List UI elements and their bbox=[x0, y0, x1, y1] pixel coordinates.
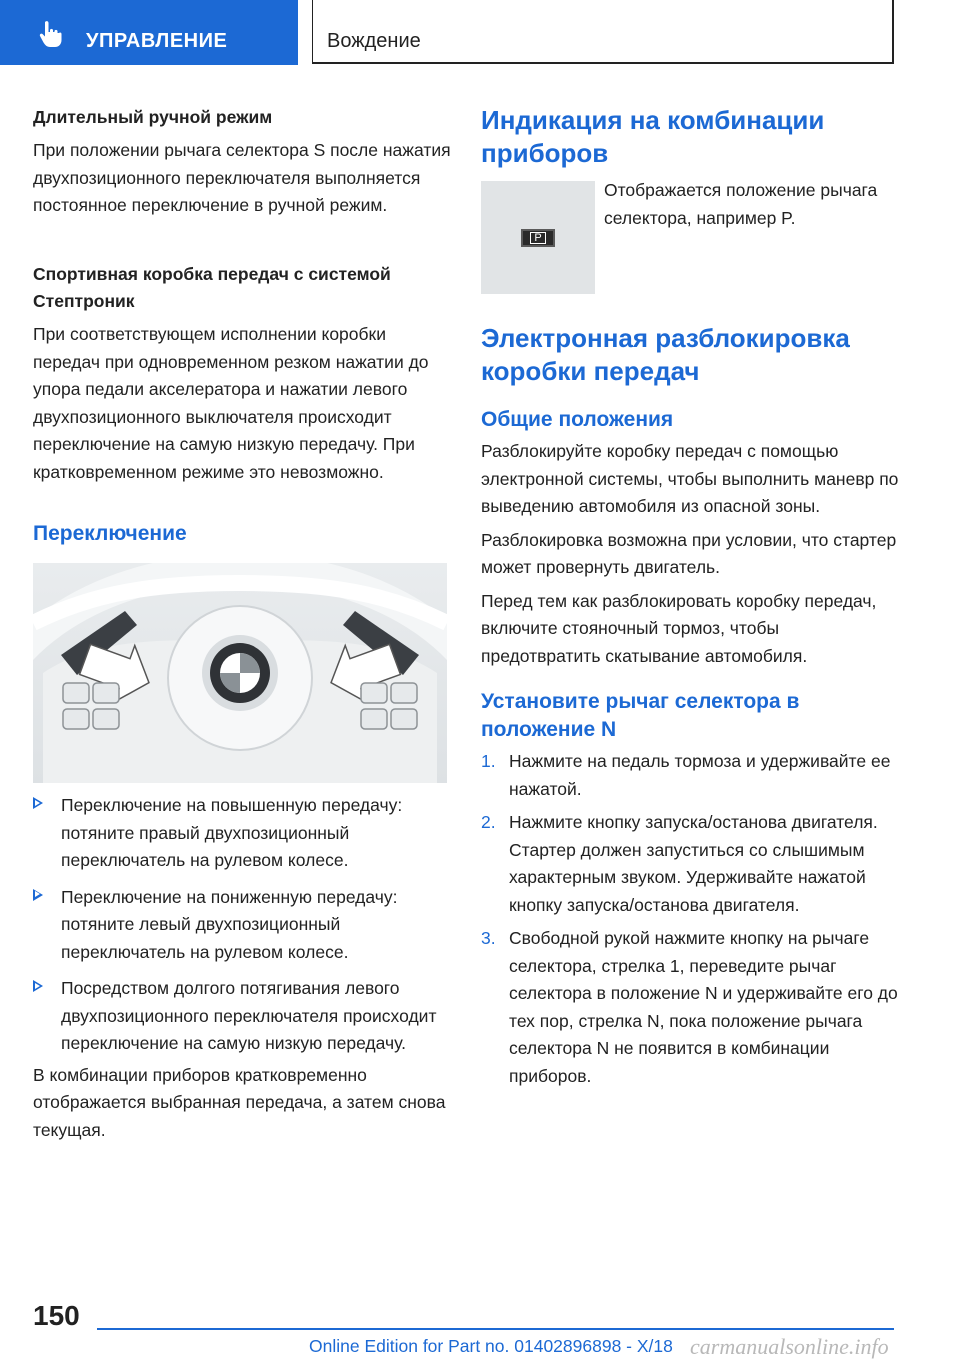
instrument-heading: Индикация на комбинации приборов bbox=[481, 105, 825, 168]
page-number: 150 bbox=[33, 1300, 80, 1331]
triangle-bullet-icon bbox=[33, 980, 43, 992]
steptronic-heading: Спортивная коробка передач с системой Стептроник bbox=[33, 264, 391, 311]
list-item: 3. Свободной рукой нажмите кнопку на рычаге селектора, стрелка 1, переведите рычаг селектора в положение N и удерживайте его до тех пор, стрелка N, пока положение рычага селектора N не появится в комбинации приборов. bbox=[481, 928, 898, 1086]
steering-wheel-paddles-image bbox=[33, 563, 447, 783]
section-tab-label: УПРАВЛЕНИЕ bbox=[86, 30, 228, 52]
steps-list bbox=[481, 748, 901, 1090]
footer-divider bbox=[97, 1328, 894, 1330]
unlock-paragraph: Перед тем как разблокировать коробку передач, включите стояночный тормоз, чтобы предотвратить скатывание автомобиля. bbox=[481, 590, 877, 666]
hand-pointer-icon bbox=[38, 20, 64, 48]
steptronic-text: При соответствующем исполнении коробки передач при одновременном резком нажатии до упора педали акселератора и нажатии левого двухпозиционного выключателя происходит переключение на самую низкую передачу. При кратковременном режиме это невозможно. bbox=[33, 324, 429, 482]
unlock-general-heading: Общие положения bbox=[481, 408, 674, 431]
chapter-header bbox=[312, 0, 894, 64]
list-item: Переключение на повышенную передачу: потяните правый двухпозиционный переключатель на рулевом колесе. bbox=[33, 792, 451, 875]
section-tab[interactable] bbox=[0, 0, 298, 65]
list-item: 2. Нажмите кнопку запуска/останова двигателя. Стартер должен запуститься со слышимым характерным звуком. Удерживайте нажатой кнопку запуска/останова двигателя. bbox=[481, 812, 878, 915]
long-manual-heading: Длительный ручной режим bbox=[33, 107, 273, 127]
watermark: carmanualsonline.info bbox=[690, 1334, 889, 1359]
list-item: Посредством долгого потягивания левого двухпозиционного переключателя происходит переключение на самую низкую передачу. bbox=[33, 975, 451, 1058]
neutral-heading: Установите рычаг селектора в положение N bbox=[481, 690, 800, 741]
switching-heading: Переключение bbox=[33, 522, 187, 545]
instrument-section bbox=[481, 104, 901, 170]
steptronic-section bbox=[33, 261, 451, 486]
gear-p-icon bbox=[521, 229, 555, 247]
triangle-bullet-icon bbox=[33, 889, 43, 901]
long-manual-text: При положении рычага селектора S после нажатия двухпозиционного переключателя выполняется постоянное переключение в ручной режим. bbox=[33, 140, 451, 215]
unlock-paragraph: Разблокировка возможна при условии, что стартер может провернуть двигатель. bbox=[481, 529, 897, 577]
unlock-section bbox=[481, 322, 901, 1090]
chapter-title: Вождение bbox=[327, 30, 421, 52]
triangle-bullet-icon bbox=[33, 797, 43, 809]
unlock-paragraph: Разблокируйте коробку передач с помощью электронной системы, чтобы выполнить маневр по выведению автомобиля из опасной зоны. bbox=[481, 441, 899, 516]
switching-closing: В комбинации приборов кратковременно отображается выбранная передача, а затем снова текущая. bbox=[33, 1064, 446, 1140]
switching-bullets bbox=[33, 792, 451, 1144]
instrument-text-block bbox=[604, 177, 900, 232]
instrument-text: Отображается положение рычага селектора, например P. bbox=[604, 180, 878, 228]
list-item: 1. Нажмите на педаль тормоза и удерживайте ее нажатой. bbox=[481, 751, 891, 799]
list-item: Переключение на пониженную передачу: потяните левый двухпозиционный переключатель на рулевом колесе. bbox=[33, 884, 451, 967]
switching-heading-block bbox=[33, 520, 451, 548]
unlock-heading: Электронная разблокировка коробки передач bbox=[481, 323, 850, 386]
gear-indicator-image bbox=[481, 181, 595, 294]
edition-text: Online Edition for Part no. 01402896898 - X/18 bbox=[309, 1336, 673, 1356]
gear-symbol: P bbox=[530, 232, 545, 244]
long-manual-section bbox=[33, 104, 451, 220]
